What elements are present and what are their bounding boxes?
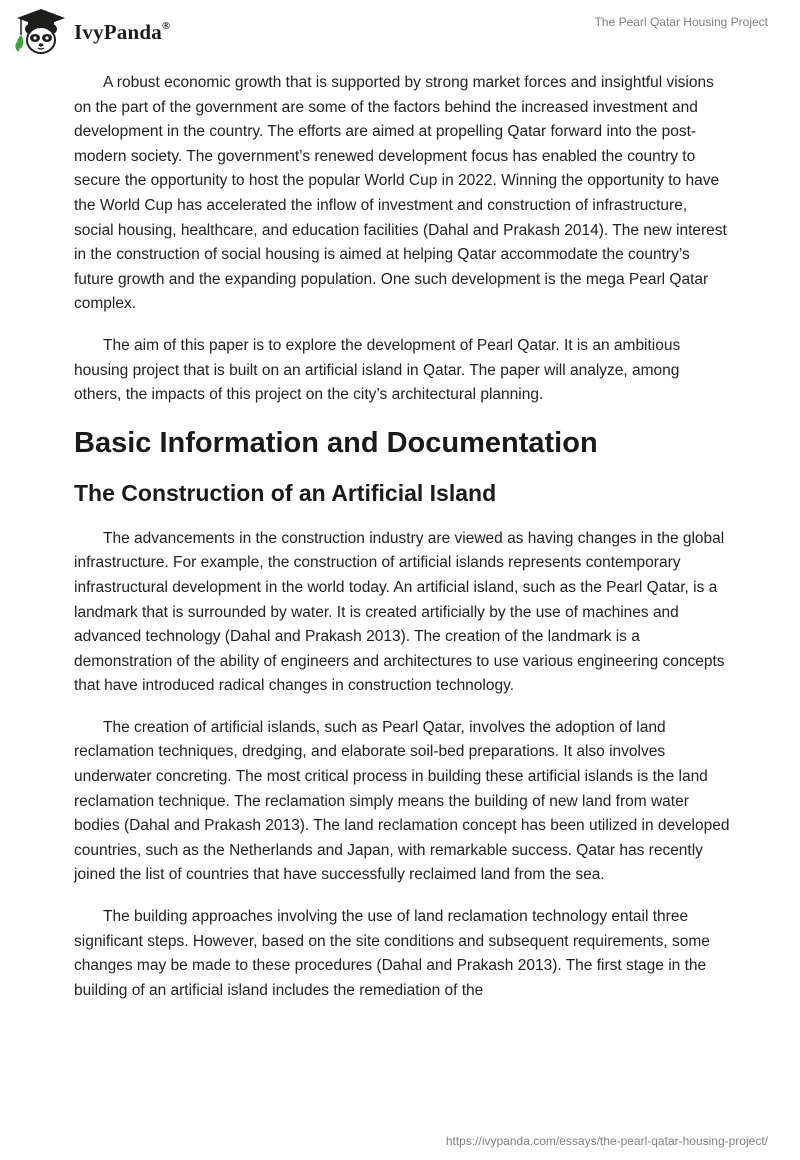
page-header bbox=[0, 0, 800, 64]
section-heading: Basic Information and Documentation bbox=[74, 426, 598, 459]
brand-name: IvyPanda® bbox=[74, 19, 171, 44]
paragraph: The creation of artificial islands, such as Pearl Qatar, involves the adoption of land reclamation techniques, dredging, and elaborate soil-bed preparations. It also involves underwater concreting. The most critical process in building these artificial islands is the land reclamation technique. The reclamation simply means the building of new land from water bodies (Dahal and Prakash 2013). The land reclamation concept has been utilized in developed countries, such as the Netherlands and Japan, with remarkable success. Qatar has recently joined the list of countries that have successfully reclaimed land from the sea. bbox=[74, 718, 730, 884]
paragraph: The advancements in the construction industry are viewed as having changes in the global infrastructure. For example, the construction of artificial islands represents contemporary infrastructural development in the world today. An artificial island, such as the Pearl Qatar, is a landmark that is surrounded by water. It is created artificially by the use of machines and advanced technology (Dahal and Prakash 2013). The creation of the landmark is a demonstration of the ability of engineers and architectures to use various engineering concepts that have introduced radical changes in construction technology. bbox=[74, 529, 725, 695]
panda-graduate-icon bbox=[13, 7, 69, 57]
subsection-heading: The Construction of an Artificial Island bbox=[74, 479, 497, 506]
paragraph: A robust economic growth that is supported by strong market forces and insightful visions on the part of the government are some of the factors behind the increased investment and development in the country. The efforts are aimed at propelling Qatar forward into the post-modern society. The government’s renewed development focus has enabled the country to secure the opportunity to host the popular World Cup in 2022. Winning the opportunity to have the World Cup has accelerated the inflow of investment and construction of infrastructure, social housing, healthcare, and education facilities (Dahal and Prakash 2014). The new interest in the construction of social housing is aimed at helping Qatar accommodate the country’s future growth and the expanding population. One such development is the mega Pearl Qatar complex. bbox=[74, 74, 727, 313]
paragraph: The building approaches involving the use of land reclamation technology entail three significant steps. However, based on the site conditions and subsequent requirements, some changes may be made to these procedures (Dahal and Prakash 2013). The first stage in the building of an artificial island includes the remediation of the bbox=[74, 908, 710, 999]
ivypanda-logo[interactable] bbox=[13, 7, 170, 57]
essay-body bbox=[74, 71, 730, 1020]
document-title: The Pearl Qatar Housing Project bbox=[594, 15, 768, 29]
source-url[interactable]: https://ivypanda.com/essays/the-pearl-qatar-housing-project/ bbox=[445, 1134, 768, 1148]
registered-mark: ® bbox=[161, 19, 171, 32]
paragraph: The aim of this paper is to explore the development of Pearl Qatar. It is an ambitious housing project that is built on an artificial island in Qatar. The paper will analyze, among others, the impacts of this project on the city’s architectural planning. bbox=[74, 336, 681, 404]
